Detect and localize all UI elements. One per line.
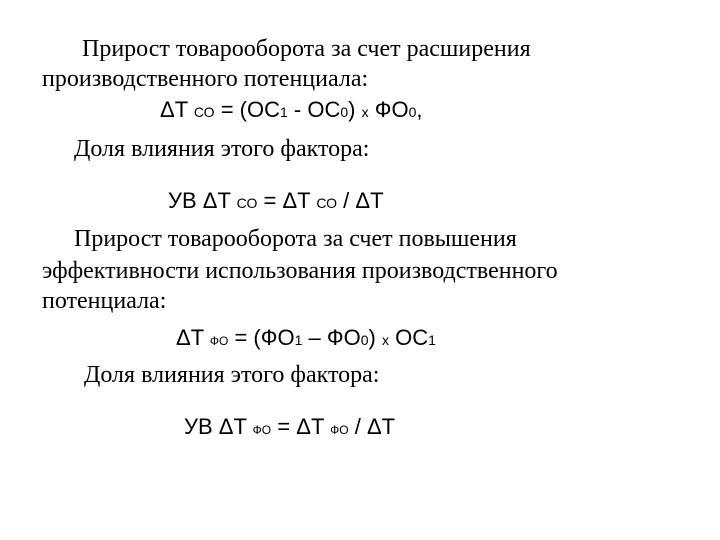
delta-symbol-2: Δ (296, 414, 311, 439)
subscript-0: 0 (360, 332, 369, 348)
t-symbol: T (174, 97, 188, 122)
equals: = (263, 188, 277, 213)
slash: / (354, 414, 361, 439)
para2-line2: эффективности использования производственного (42, 258, 558, 284)
para1-line1: Прирост товарооборота за счет расширения (82, 36, 531, 62)
subscript-1b: 1 (428, 332, 436, 348)
comma: , (416, 97, 423, 122)
delta-symbol-3: Δ (366, 414, 382, 439)
delta-symbol-3: Δ (355, 188, 371, 213)
close-paren: ) (348, 97, 356, 122)
delta-symbol: Δ (176, 325, 191, 350)
formula-uv-co (168, 186, 384, 218)
fo-symbol: ФО (374, 97, 409, 122)
t-symbol: T (233, 414, 247, 439)
subscript-fo-2: ФО (330, 423, 349, 437)
subscript-co: СО (236, 195, 258, 211)
equals-open: = (ОС (220, 97, 280, 122)
subscript-1: 1 (280, 104, 288, 120)
uv-symbol: УВ (168, 188, 197, 213)
t-symbol-2: T (297, 188, 311, 213)
t-symbol-3: T (370, 188, 384, 213)
para2-line3: потенциала: (42, 288, 167, 314)
subscript-co-2: СО (316, 195, 338, 211)
subscript-0: 0 (340, 104, 349, 120)
slash: / (343, 188, 350, 213)
multiply-x: х (381, 332, 389, 348)
formula-delta-t-fo (176, 323, 436, 356)
delta-symbol: Δ (160, 97, 175, 122)
minus-oc: - ОС (293, 97, 341, 122)
share2-label: Доля влияния этого фактора: (84, 362, 380, 388)
multiply-x: х (361, 104, 369, 120)
t-symbol: T (217, 188, 231, 213)
delta-symbol-2: Δ (282, 188, 298, 213)
subscript-fo: ФО (252, 423, 272, 437)
share1-label: Доля влияния этого фактора: (74, 136, 370, 162)
para2-line1: Прирост товарооборота за счет повышения (74, 226, 517, 252)
equals-open: = (ФО (234, 325, 295, 350)
subscript-fo: ФО (209, 334, 229, 348)
t-symbol: T (190, 325, 204, 350)
delta-symbol: Δ (202, 188, 218, 213)
uv-symbol: УВ (184, 414, 213, 439)
para1-line2: производственного потенциала: (42, 66, 369, 92)
formula-uv-fo (184, 412, 395, 445)
oc-symbol: ОС (395, 325, 429, 350)
subscript-0b: 0 (408, 104, 417, 120)
t-symbol-3: T (381, 414, 396, 439)
minus-fo: – ФО (308, 325, 361, 350)
close-paren: ) (368, 325, 376, 350)
delta-symbol: Δ (218, 414, 234, 439)
subscript-co: СО (193, 104, 215, 120)
t-symbol-2: T (310, 414, 324, 439)
formula-delta-t-co (160, 95, 423, 127)
equals: = (277, 414, 291, 439)
subscript-1: 1 (294, 332, 303, 348)
